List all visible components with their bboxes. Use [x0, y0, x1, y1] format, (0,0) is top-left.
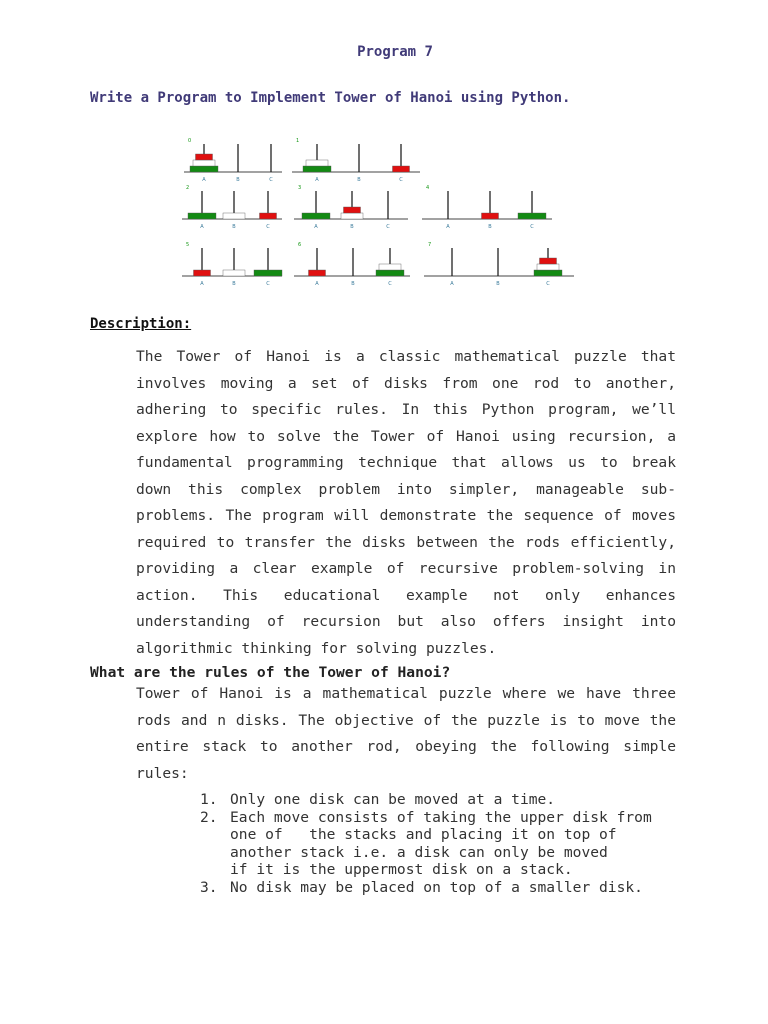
- rules-intro-paragraph: Tower of Hanoi is a mathematical puzzle where we have three rods and n disks. The objective of the puzzle is to move the entire stack to another rod, obeying the following simple rules:: [136, 685, 676, 782]
- step-label: 4: [426, 185, 430, 191]
- rod-label: A: [446, 224, 450, 230]
- rule-item: [200, 809, 700, 879]
- rod-label: B: [232, 281, 236, 287]
- rod-label: B: [357, 177, 361, 183]
- disk: [537, 264, 559, 270]
- rule-number: 3.: [200, 878, 218, 896]
- rule-text: Each move consists of taking the upper disk from one of the stacks and placing it on top of another stack i.e. a disk can only be moved if it is the uppermost disk on a stack.: [230, 808, 652, 879]
- step-label: 0: [188, 138, 192, 144]
- disk: [393, 166, 410, 172]
- disk: [518, 213, 546, 219]
- step-label: 6: [298, 242, 302, 248]
- disk: [306, 160, 328, 166]
- rule-text: Only one disk can be moved at a time.: [230, 791, 556, 808]
- rod-label: B: [236, 177, 240, 183]
- disk: [193, 160, 215, 166]
- rod-label: A: [200, 281, 204, 287]
- hanoi-steps-svg: [176, 130, 586, 290]
- step-label: 3: [298, 185, 302, 191]
- disk: [344, 207, 361, 213]
- disk: [303, 166, 331, 172]
- description-paragraph: The Tower of Hanoi is a classic mathematical puzzle that involves moving a set of disks from one rod to another, adhering to specific rules. In this Python program, we’ll explore how to solve the Tower of Hanoi using recursion, a fundamental programming technique that allows us to break down this complex problem into simpler, manageable sub-problems. The program will demonstrate the sequence of moves required to transfer the disks between the rods efficiently, providing a clear example of recursive problem-solving in action. This educational example not only enhances understanding of recursion but also offers insight into algorithmic thinking for solving puzzles.: [136, 348, 676, 657]
- rod-label: A: [314, 224, 318, 230]
- rod-label: C: [266, 281, 270, 287]
- rod-label: B: [351, 281, 355, 287]
- rod-label: C: [386, 224, 390, 230]
- rod-label: A: [202, 177, 206, 183]
- disk: [196, 154, 213, 160]
- disk: [376, 270, 404, 276]
- disk: [302, 213, 330, 219]
- rod-label: C: [546, 281, 550, 287]
- rule-text: No disk may be placed on top of a smaller disk.: [230, 878, 643, 896]
- description-label: Description:: [90, 316, 192, 332]
- rule-item: [200, 879, 700, 897]
- rod-label: B: [232, 224, 236, 230]
- disk: [254, 270, 282, 276]
- rod-label: C: [399, 177, 403, 183]
- rod-label: B: [350, 224, 354, 230]
- rod-label: B: [488, 224, 492, 230]
- disk: [223, 213, 245, 219]
- rod-label: A: [315, 177, 319, 183]
- disk: [379, 264, 401, 270]
- rod-label: C: [269, 177, 273, 183]
- program-number: Program 7: [357, 44, 433, 60]
- rod-label: C: [388, 281, 392, 287]
- step-label: 7: [428, 242, 432, 248]
- disk: [540, 258, 557, 264]
- rule-number: 1.: [200, 791, 218, 808]
- rod-label: C: [266, 224, 270, 230]
- tower-of-hanoi-diagram: [176, 130, 586, 290]
- rules-list: [200, 791, 700, 897]
- step-label: 2: [186, 185, 190, 191]
- disk: [309, 270, 326, 276]
- disk: [482, 213, 499, 219]
- disk: [190, 166, 218, 172]
- rod-label: B: [496, 281, 500, 287]
- disk: [223, 270, 245, 276]
- rule-number: 2.: [200, 808, 218, 826]
- disk: [260, 213, 277, 219]
- program-heading: Write a Program to Implement Tower of Hanoi using Python.: [90, 90, 571, 106]
- step-label: 5: [186, 242, 190, 248]
- rod-label: A: [450, 281, 454, 287]
- rule-item: [200, 791, 700, 809]
- rod-label: A: [315, 281, 319, 287]
- rules-question: What are the rules of the Tower of Hanoi?: [90, 664, 451, 681]
- disk: [194, 270, 211, 276]
- rod-label: C: [530, 224, 534, 230]
- disk: [188, 213, 216, 219]
- step-label: 1: [296, 138, 300, 144]
- rod-label: A: [200, 224, 204, 230]
- disk: [534, 270, 562, 276]
- disk: [341, 213, 363, 219]
